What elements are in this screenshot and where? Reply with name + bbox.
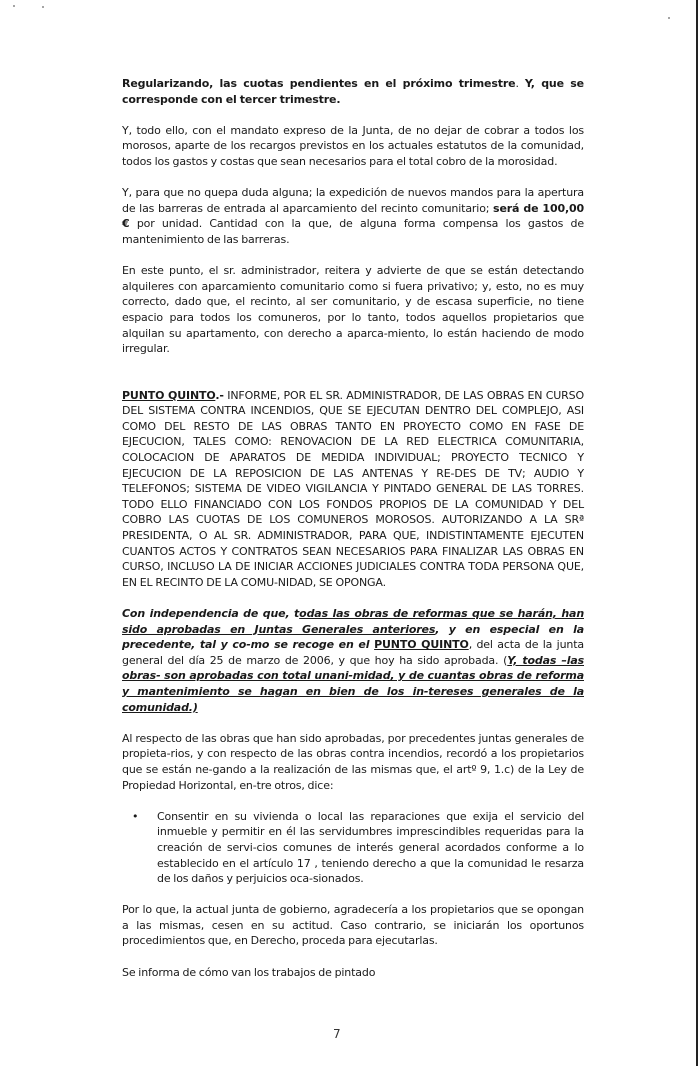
underlined-emphasis: odas las obras de reformas que se harán, han sido aprobadas en Juntas Generales anteriores	[122, 607, 584, 636]
scan-speck	[668, 17, 670, 19]
paragraph-remote-controls	[122, 185, 584, 247]
heading-suffix: .-	[215, 388, 224, 402]
section-reference: PUNTO QUINTO	[374, 638, 469, 652]
bullet-icon: •	[132, 809, 139, 823]
underlined-emphasis: Y, todas –las obras- son aprobadas con total unani-midad, y de cuantas obras de reforma y mantenimiento se hagan en bien de los in-tereses generales de la comunidad.)	[122, 653, 584, 714]
scan-speck	[13, 5, 15, 7]
paragraph-text: por unidad. Cantidad con la que, de alguna forma compensa los gastos de mantenimiento de las barreras.	[122, 217, 584, 246]
paragraph-mandate: Y, todo ello, con el mandato expreso de la Junta, de no dejar de cobrar a todos los morosos, aparte de los recargos previstos en los actuales estatutos de la comunidad, todos los gastos y costas que sean necesarios para el total cobro de la morosidad.	[122, 123, 584, 168]
paragraph-closing: Por lo que, la actual junta de gobierno, agradecería a los propietarios que se opongan a las mismas, cesen en su actitud. Caso contrario, se iniciarán los oportunos procedimientos que, en Derecho, proceda para ejecutarlas.	[122, 903, 584, 948]
bold-text: Y, que se corresponde con el tercer trimestre.	[122, 77, 584, 106]
paragraph-approved-works	[122, 606, 584, 715]
bullet-text: Consentir en su vivienda o local las reparaciones que exija el servicio del inmueble y permitir en él las servidumbres imprescindibles requeridas para la creación de servi-cios comunes de interés general acordados conforme a lo establecido en el artículo 17 , teniendo derecho a que la comunidad le resarza de los daños y perjuicios oca-sionados.	[157, 809, 584, 886]
bullet-list-item	[132, 809, 584, 887]
price-text: será de 100,00 €	[122, 201, 584, 231]
paragraph-punto-quinto	[122, 388, 584, 591]
bold-text: Regularizando, las cuotas pendientes en el próximo trimestre	[122, 77, 516, 90]
paragraph-painting: Se informa de cómo van los trabajos de pintado	[122, 965, 376, 979]
emphasis-text: , y en especial en la precedente, tal y co-mo se recoge en el	[122, 622, 584, 652]
scan-edge-line	[696, 0, 698, 1066]
page-footer	[0, 980, 700, 1066]
paragraph-law-reference: Al respecto de las obras que han sido aprobadas, por precedentes juntas generales de propieta-rios, y con respecto de las obras contra incendios, recordó a los propietarios que se están ne-gando a la realización de las mismas que, el artº 9, 1.c) de la Ley de Propiedad Horizontal, en-tre otros, dice:	[122, 731, 584, 792]
section-body: INFORME, POR EL SR. ADMINISTRADOR, DE LAS OBRAS EN CURSO DEL SISTEMA CONTRA INCENDIOS, QUE SE EJECUTAN DENTRO DEL COMPLEJO, ASI COMO DEL RESTO DE LAS OBRAS TANTO EN PROYECTO COMO EN FASE DE EJECUCION, TALES COMO: RENOVACION DE LA RED ELECTRICA COMUNITARIA, COLOCACION DE APARATOS DE MEDIDA INDIVIDUAL; PROYECTO TECNICO Y EJECUCION DE LA REPOSICION DE LAS ANTENAS Y RE-DES DE TV; AUDIO Y TELEFONOS; SISTEMA DE VIDEO VIGILANCIA Y PINTADO GENERAL DE LAS TORRES. TODO ELLO FINANCIADO CON LOS FONDOS PROPIOS DE LA COMUNIDAD Y DEL COBRO LAS CUOTAS DE LOS COMUNEROS MOROSOS. AUTORIZANDO A LA SRª PRESIDENTA, O AL SR. ADMINISTRADOR, PARA QUE, INDISTINTAMENTE EJECUTEN CUANTOS ACTOS Y CONTRATOS SEAN NECESARIOS PARA FINALIZAR LAS OBRAS EN CURSO, INCLUSO LA DE INICIAR ACCIONES JUDICIALES CONTRA TODA PERSONA QUE, EN EL RECINTO DE LA COMU-NIDAD, SE OPONGA.	[122, 388, 584, 589]
paragraph-text: , del acta de la junta general del día 25 de marzo de 2006, y que hoy ha sido aprobada. (	[122, 638, 584, 667]
emphasis-text: Con independencia de que, t	[122, 607, 300, 620]
document-page	[122, 0, 584, 980]
paragraph-text: Y, para que no quepa duda alguna; la expedición de nuevos mandos para la apertura de las barreras de entrada al aparcamiento del recinto comunitario;	[122, 186, 584, 215]
paragraph-parking-rentals: En este punto, el sr. administrador, reitera y advierte de que se están detectando alquileres con aparcamiento comunitario como si fuera privativo; y, esto, no es muy correcto, dado que, el recinto, al ser comunitario, y de escasa superficie, no tiene espacio para todos los comuneros, por lo tanto, todos aquellos propietarios que alquilan su apartamento, con derecho a aparca-miento, lo están haciendo de modo irregular.	[122, 264, 584, 356]
page-number: 7	[333, 1027, 341, 1042]
section-heading: PUNTO QUINTO	[122, 388, 216, 402]
separator-text: .	[515, 77, 525, 90]
paragraph-regularization	[122, 76, 584, 107]
scan-speck	[42, 6, 44, 8]
